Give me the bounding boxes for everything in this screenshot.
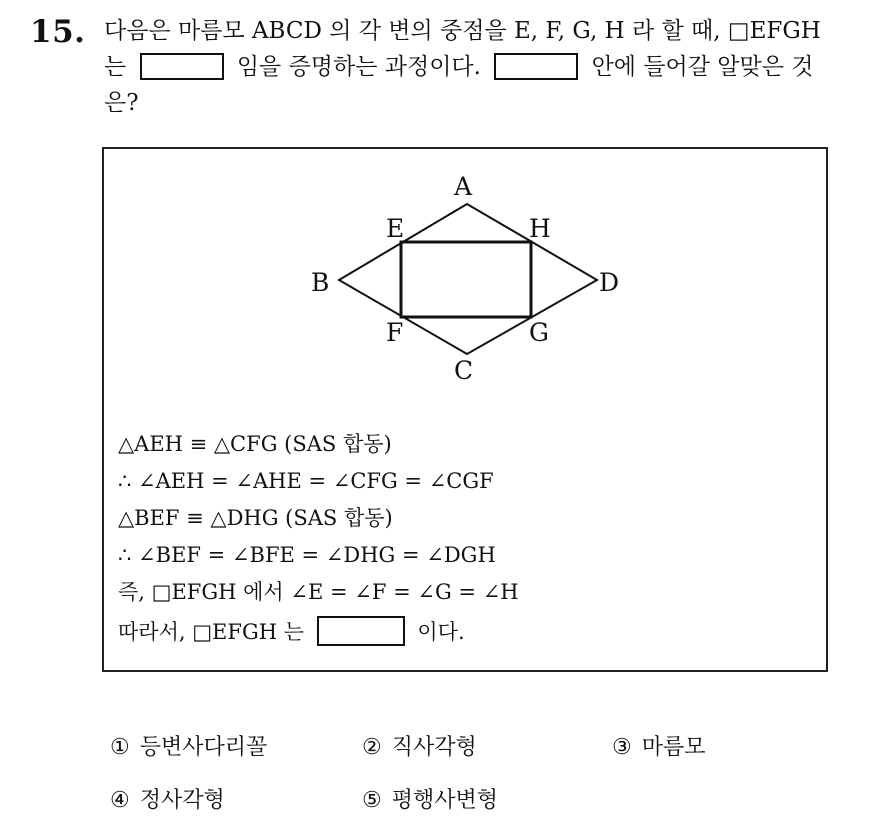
question-text-line-3 — [104, 86, 139, 120]
question-text-part: 다음은 마름모 ABCD 의 각 변의 중점을 E, F, G, H 라 할 때, □EFGH — [104, 18, 821, 44]
choice-number: ③ — [612, 735, 632, 760]
choice-number: ⑤ — [362, 788, 382, 813]
label-h: H — [529, 214, 551, 243]
choice-4[interactable] — [110, 786, 225, 816]
question-text-part: 안에 들어갈 알맞은 것 — [591, 54, 814, 80]
proof-line-5: 즉, □EFGH 에서 ∠E = ∠F = ∠G = ∠H — [118, 580, 519, 604]
choice-5[interactable] — [362, 786, 498, 816]
proof-conclusion-line — [118, 616, 465, 646]
question-text-part: 는 — [104, 54, 127, 80]
proof-conclusion-text: 따라서, □EFGH 는 — [118, 620, 305, 644]
label-f: F — [386, 318, 404, 347]
choice-3[interactable] — [612, 733, 706, 763]
rectangle-efgh — [401, 242, 531, 317]
proof-box — [102, 147, 828, 672]
choice-label: 마름모 — [641, 735, 706, 760]
choice-label: 등변사다리꼴 — [139, 735, 268, 760]
question-text-line-1 — [104, 14, 821, 48]
question-number: 15. — [30, 14, 86, 50]
label-e: E — [386, 214, 405, 243]
proof-conclusion-text: 이다. — [417, 620, 465, 644]
choice-label: 평행사변형 — [391, 788, 498, 813]
label-b: B — [311, 268, 330, 297]
answer-blank-box — [140, 53, 224, 80]
label-a: A — [454, 172, 473, 201]
rhombus-abcd — [339, 204, 597, 354]
answer-blank-box — [494, 53, 578, 80]
proof-line-3: △BEF ≡ △DHG (SAS 합동) — [118, 506, 393, 530]
rhombus-diagram — [104, 149, 826, 409]
label-c: C — [454, 356, 474, 385]
proof-line-4: ∴ ∠BEF = ∠BFE = ∠DHG = ∠DGH — [118, 543, 496, 567]
label-g: G — [529, 318, 549, 347]
choice-label: 직사각형 — [391, 735, 477, 760]
choice-label: 정사각형 — [139, 788, 225, 813]
question-text-line-2 — [104, 50, 814, 84]
label-d: D — [599, 268, 620, 297]
choice-number: ④ — [110, 788, 130, 813]
choice-1[interactable] — [110, 733, 267, 763]
proof-line-2: ∴ ∠AEH = ∠AHE = ∠CFG = ∠CGF — [118, 469, 494, 493]
choice-2[interactable] — [362, 733, 477, 763]
proof-line-1: △AEH ≡ △CFG (SAS 합동) — [118, 432, 392, 456]
choice-number: ① — [110, 735, 130, 760]
question-text-part: 은? — [104, 90, 139, 116]
question-text-part: 임을 증명하는 과정이다. — [236, 54, 481, 80]
answer-blank-box — [317, 616, 405, 646]
choice-number: ② — [362, 735, 382, 760]
